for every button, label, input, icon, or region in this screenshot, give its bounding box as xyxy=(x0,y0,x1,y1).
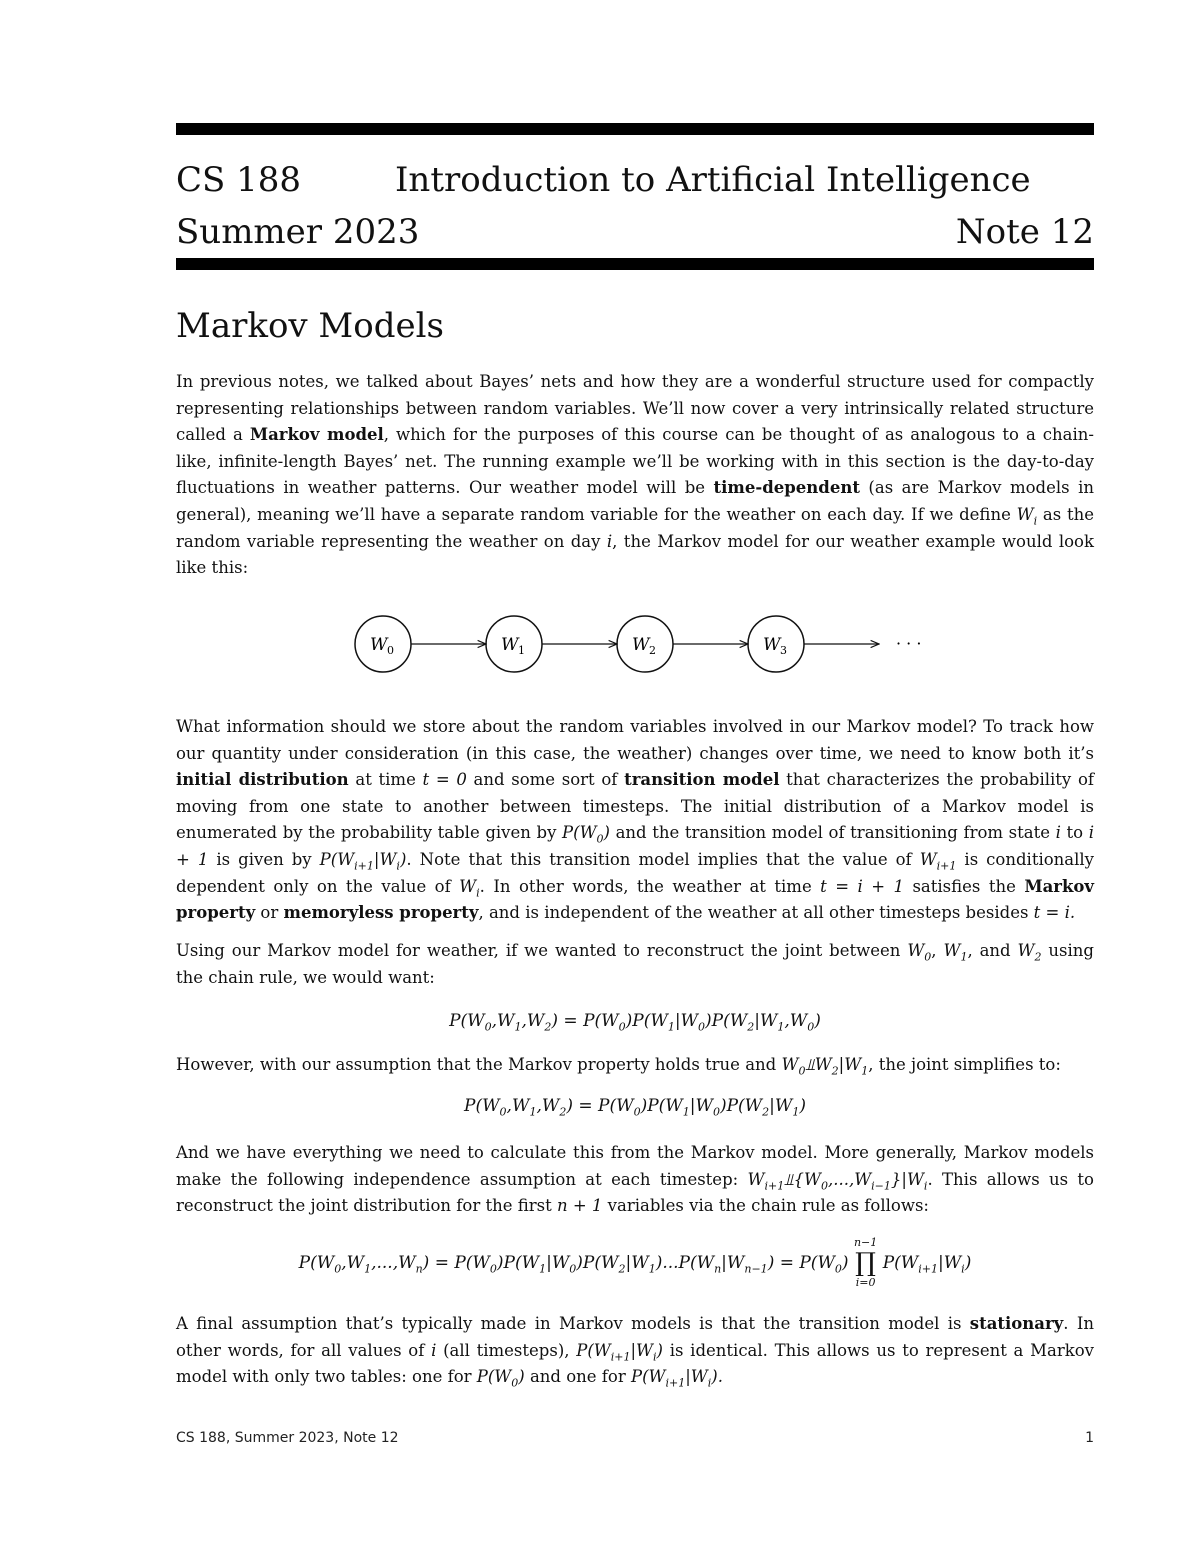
note-number: Note 12 xyxy=(955,212,1094,252)
svg-text:1: 1 xyxy=(518,644,525,657)
course-title: Introduction to Artificial Intelligence xyxy=(395,160,1031,200)
ellipsis: · · · xyxy=(896,634,922,653)
node-w1 xyxy=(486,616,542,672)
svg-text:0: 0 xyxy=(387,644,394,657)
markov-chain-diagram xyxy=(340,605,940,685)
node-w2 xyxy=(617,616,673,672)
footer-left: CS 188, Summer 2023, Note 12 xyxy=(176,1430,399,1446)
course-code: CS 188 xyxy=(176,160,302,200)
paragraph-intro: In previous notes, we talked about Bayes’ nets and how they are a wonderful structure used for compactly representing relationships between random variables. We’ll now cover a very intrinsically related structure called a Markov model, which for the purposes of this course can be thought of as analogous to a chain-like, infinite-length Bayes’ net. The running example we’ll be working with in this section is the day-to-day fluctuations in weather patterns. Our weather model will be time-dependent (as are Markov models in general), meaning we’ll have a separate random variable for the weather on each day. If we define $W_i$ as the random variable representing the weather on day i, the Markov model for our weather example would look like this: xyxy=(176,372,1094,578)
node-w3 xyxy=(748,616,804,672)
equation-joint-full: $P(W_0,W_1,W_2) = P(W_0)P(W_1|W_0)P(W_2|W_1,W_0)$ xyxy=(449,1011,821,1034)
paragraph-simplify: However, with our assumption that the Markov property holds true and $W_0⫫W_2|W_1$, the joint simplifies to: xyxy=(176,1055,1061,1078)
svg-text:W: W xyxy=(632,635,650,655)
page-number: 1 xyxy=(1085,1430,1094,1446)
top-rule xyxy=(176,123,1094,135)
term: Summer 2023 xyxy=(176,212,420,252)
paragraph-transition: What information should we store about the random variables involved in our Markov model? To track how our quantity under consideration (in this case, the weather) changes over time, we need to know both it’s initial distribution at time t = 0 and some sort of transition model that characterizes the probability of moving from one state to another between timesteps. The initial distribution of a Markov model is enumerated by the probability table given by $P(W_0)$ and the transition model of transitioning from state i to i + 1 is given by $P(W_{i+1}|W_i)$. Note that this transition model implies that the value of $W_{i+1}$ is conditionally dependent only on the value of $W_i$. In other words, the weather at time t = i + 1 satisfies the Markov property or memoryless property, and is independent of the weather at all other timesteps besides t = i. xyxy=(176,717,1095,923)
equation-joint-simplified: $P(W_0,W_1,W_2) = P(W_0)P(W_1|W_0)P(W_2|W_1)$ xyxy=(464,1096,806,1119)
svg-text:W: W xyxy=(501,635,519,655)
paragraph-stationary: A final assumption that’s typically made in Markov models is that the transition model is stationary. In other words, for all values of i (all timesteps), $P(W_{i+1}|W_i)$ is identical. This allows us to represent a Markov model with only two tables: one for $P(W_0)$ and one for $P(W_{i+1}|W_i)$. xyxy=(176,1314,1094,1390)
svg-text:W: W xyxy=(763,635,781,655)
svg-text:2: 2 xyxy=(649,644,656,657)
svg-text:3: 3 xyxy=(780,644,787,657)
svg-text:W: W xyxy=(370,635,388,655)
equation-joint-general: $P(W_0,W_1,...,W_n) = P(W_0)P(W_1|W_0)P(W_2|W_1)...P(W_n|W_{n-1}) = P(W_0)$ n−1 ∏ i=0 $P(W_{i+1}|W_i)$ xyxy=(298,1236,972,1289)
bottom-rule xyxy=(176,258,1094,270)
node-w0 xyxy=(355,616,411,672)
paragraph-general: And we have everything we need to calculate this from the Markov model. More generally, Markov models make the following independence assumption at each timestep: $W_{i+1}⫫\{W_0,...,W_{i-1}\}|W_i$. This allows us to reconstruct the joint distribution for the first n + 1 variables via the chain rule as follows: xyxy=(176,1143,1094,1216)
paragraph-chain-rule: Using our Markov model for weather, if we wanted to reconstruct the joint between $W_0$, $W_1$, and $W_2$ using the chain rule, we would want: xyxy=(176,941,1094,987)
section-title: Markov Models xyxy=(176,306,444,346)
